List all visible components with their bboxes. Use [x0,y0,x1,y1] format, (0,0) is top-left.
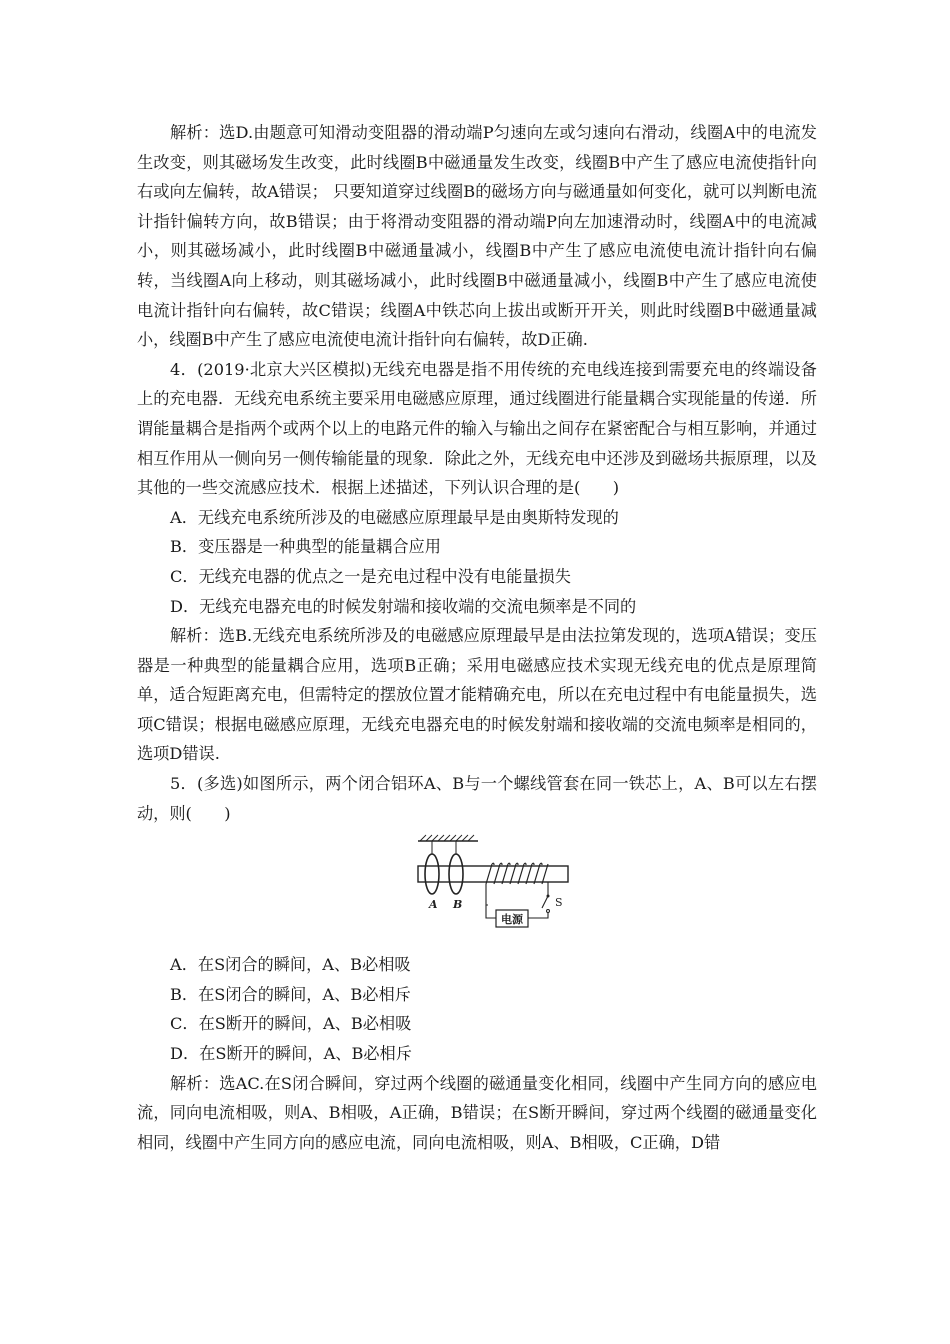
q5-option-d: D．在S断开的瞬间，A、B必相斥 [170,1044,412,1064]
ring-b [449,854,463,894]
q4-option-c: C．无线充电器的优点之一是充电过程中没有电能量损失 [170,566,571,586]
q4-option-d: D．无线充电器充电的时候发射端和接收端的交流电频率是不同的 [170,596,637,616]
label-s: S [555,896,563,910]
q4-option-a: A．无线充电系统所涉及的电磁感应原理最早是由奥斯特发现的 [170,507,619,527]
analysis-q4: 解析：选B.无线充电系统所涉及的电磁感应原理最早是由法拉第发现的，选项A错误；变压器是一种典型的能量耦合应用，选项B正确；采用电磁感应技术实现无线充电的优点是原理简单，适合短距离充电，但需特定的摆放位置才能精确充电，所以在充电过程中有电能量损失，选项C错误；根据电磁感应原理，无线充电器充电的时候发射端和接收端的交流电频率是相同的，选项D错误. [137,626,817,764]
ring-a [425,854,439,894]
q5-option-a: A．在S闭合的瞬间，A、B必相吸 [170,955,411,975]
solenoid-rings-figure [137,832,817,950]
analysis-q5: 解析：选AC.在S闭合瞬间，穿过两个线圈的磁通量变化相同，线圈中产生同方向的感应电流，同向电流相吸，则A、B相吸，A正确，B错误；在S断开瞬间，穿过两个线圈的磁通量变化相同，线圈中产生同方向的感应电流，同向电流相吸，则A、B相吸，C正确，D错 [137,1073,817,1152]
power-label: 电源 [501,913,523,927]
q5-option-b: B．在S闭合的瞬间，A、B必相斥 [170,984,411,1004]
q5-option-c: C．在S断开的瞬间，A、B必相吸 [170,1014,412,1034]
label-b: B [453,898,463,912]
analysis-q3: 解析：选D.由题意可知滑动变阻器的滑动端P匀速向左或匀速向右滑动，线圈A中的电流发生改变，则其磁场发生改变，此时线圈B中磁通量发生改变，线圈B中产生了感应电流使指针向右或向左偏转，故A错误； 只要知道穿过线圈B的磁场方向与磁通量如何变化，就可以判断电流计指针偏转方向，故B错误；由于将滑动变阻器的滑动端P向左加速滑动时，线圈A中的电流减小，则其磁场减小，此时线圈B中磁通量减小，线圈B中产生了感应电流使电流计指针向右偏转，当线圈A向上移动，则其磁场减小，此时线圈B中磁通量减小，线圈B中产生了感应电流使电流计指针向右偏转，故C错误；线圈A中铁芯向上拔出或断开开关，则此时线圈B中磁通量减小，线圈B中产生了感应电流使电流计指针向右偏转，故D正确. [137,123,817,350]
switch-s [542,896,548,908]
question-5-stem: 5．(多选)如图所示，两个闭合铝环A、B与一个螺线管套在同一铁芯上，A、B可以左右摆动，则( ) [137,774,817,823]
solenoid-diagram [408,832,578,947]
q4-option-b: B．变压器是一种典型的能量耦合应用 [170,537,441,557]
label-a: A [429,898,438,912]
document-page [137,118,817,1157]
question-4-stem: 4．(2019·北京大兴区模拟)无线充电器是指不用传统的充电线连接到需要充电的终端设备上的充电器．无线充电系统主要采用电磁感应原理，通过线圈进行能量耦合实现能量的传递．所谓能量耦合是指两个或两个以上的电路元件的输入与输出之间存在紧密配合与相互影响，并通过相互作用从一侧向另一侧传输能量的现象．除此之外，无线充电中还涉及到磁场共振原理，以及其他的一些交流感应技术．根据上述描述，下列认识合理的是( ) [137,359,817,498]
